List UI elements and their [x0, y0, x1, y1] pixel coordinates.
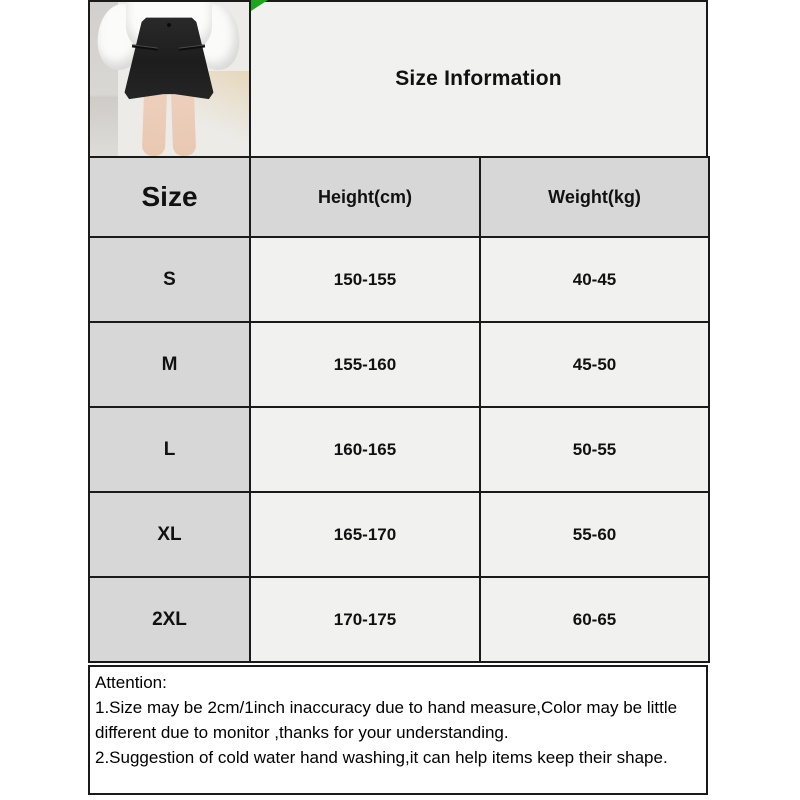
size-cell: M [89, 322, 250, 407]
table-row [89, 322, 709, 407]
attention-note [88, 665, 708, 795]
size-cell: L [89, 407, 250, 492]
product-photo [88, 0, 251, 158]
weight-cell: 40-45 [480, 237, 709, 322]
table-row [89, 237, 709, 322]
weight-cell: 60-65 [480, 577, 709, 662]
height-cell: 160-165 [250, 407, 480, 492]
size-information-header [249, 0, 708, 158]
attention-note-1: 1.Size may be 2cm/1inch inaccuracy due to hand measure,Color may be little different due to monitor ,thanks for your understanding. [95, 698, 678, 742]
table-row [89, 407, 709, 492]
attention-note-2: 2.Suggestion of cold water hand washing,it can help items keep their shape. [95, 748, 668, 767]
table-row [89, 492, 709, 577]
table-body [89, 237, 709, 662]
size-table [88, 156, 710, 663]
weight-cell: 50-55 [480, 407, 709, 492]
table-header-row [89, 157, 709, 237]
height-cell: 150-155 [250, 237, 480, 322]
size-cell: S [89, 237, 250, 322]
attention-heading: Attention: [95, 673, 167, 692]
page-title: Size Information [395, 67, 562, 90]
table-row [89, 577, 709, 662]
height-cell: 170-175 [250, 577, 480, 662]
height-cell: 165-170 [250, 492, 480, 577]
size-cell: XL [89, 492, 250, 577]
weight-cell: 55-60 [480, 492, 709, 577]
weight-cell: 45-50 [480, 322, 709, 407]
size-cell: 2XL [89, 577, 250, 662]
height-cell: 155-160 [250, 322, 480, 407]
column-header-height: Height(cm) [250, 157, 480, 237]
column-header-size: Size [89, 157, 250, 237]
shorts-button [167, 23, 171, 27]
column-header-weight: Weight(kg) [480, 157, 709, 237]
